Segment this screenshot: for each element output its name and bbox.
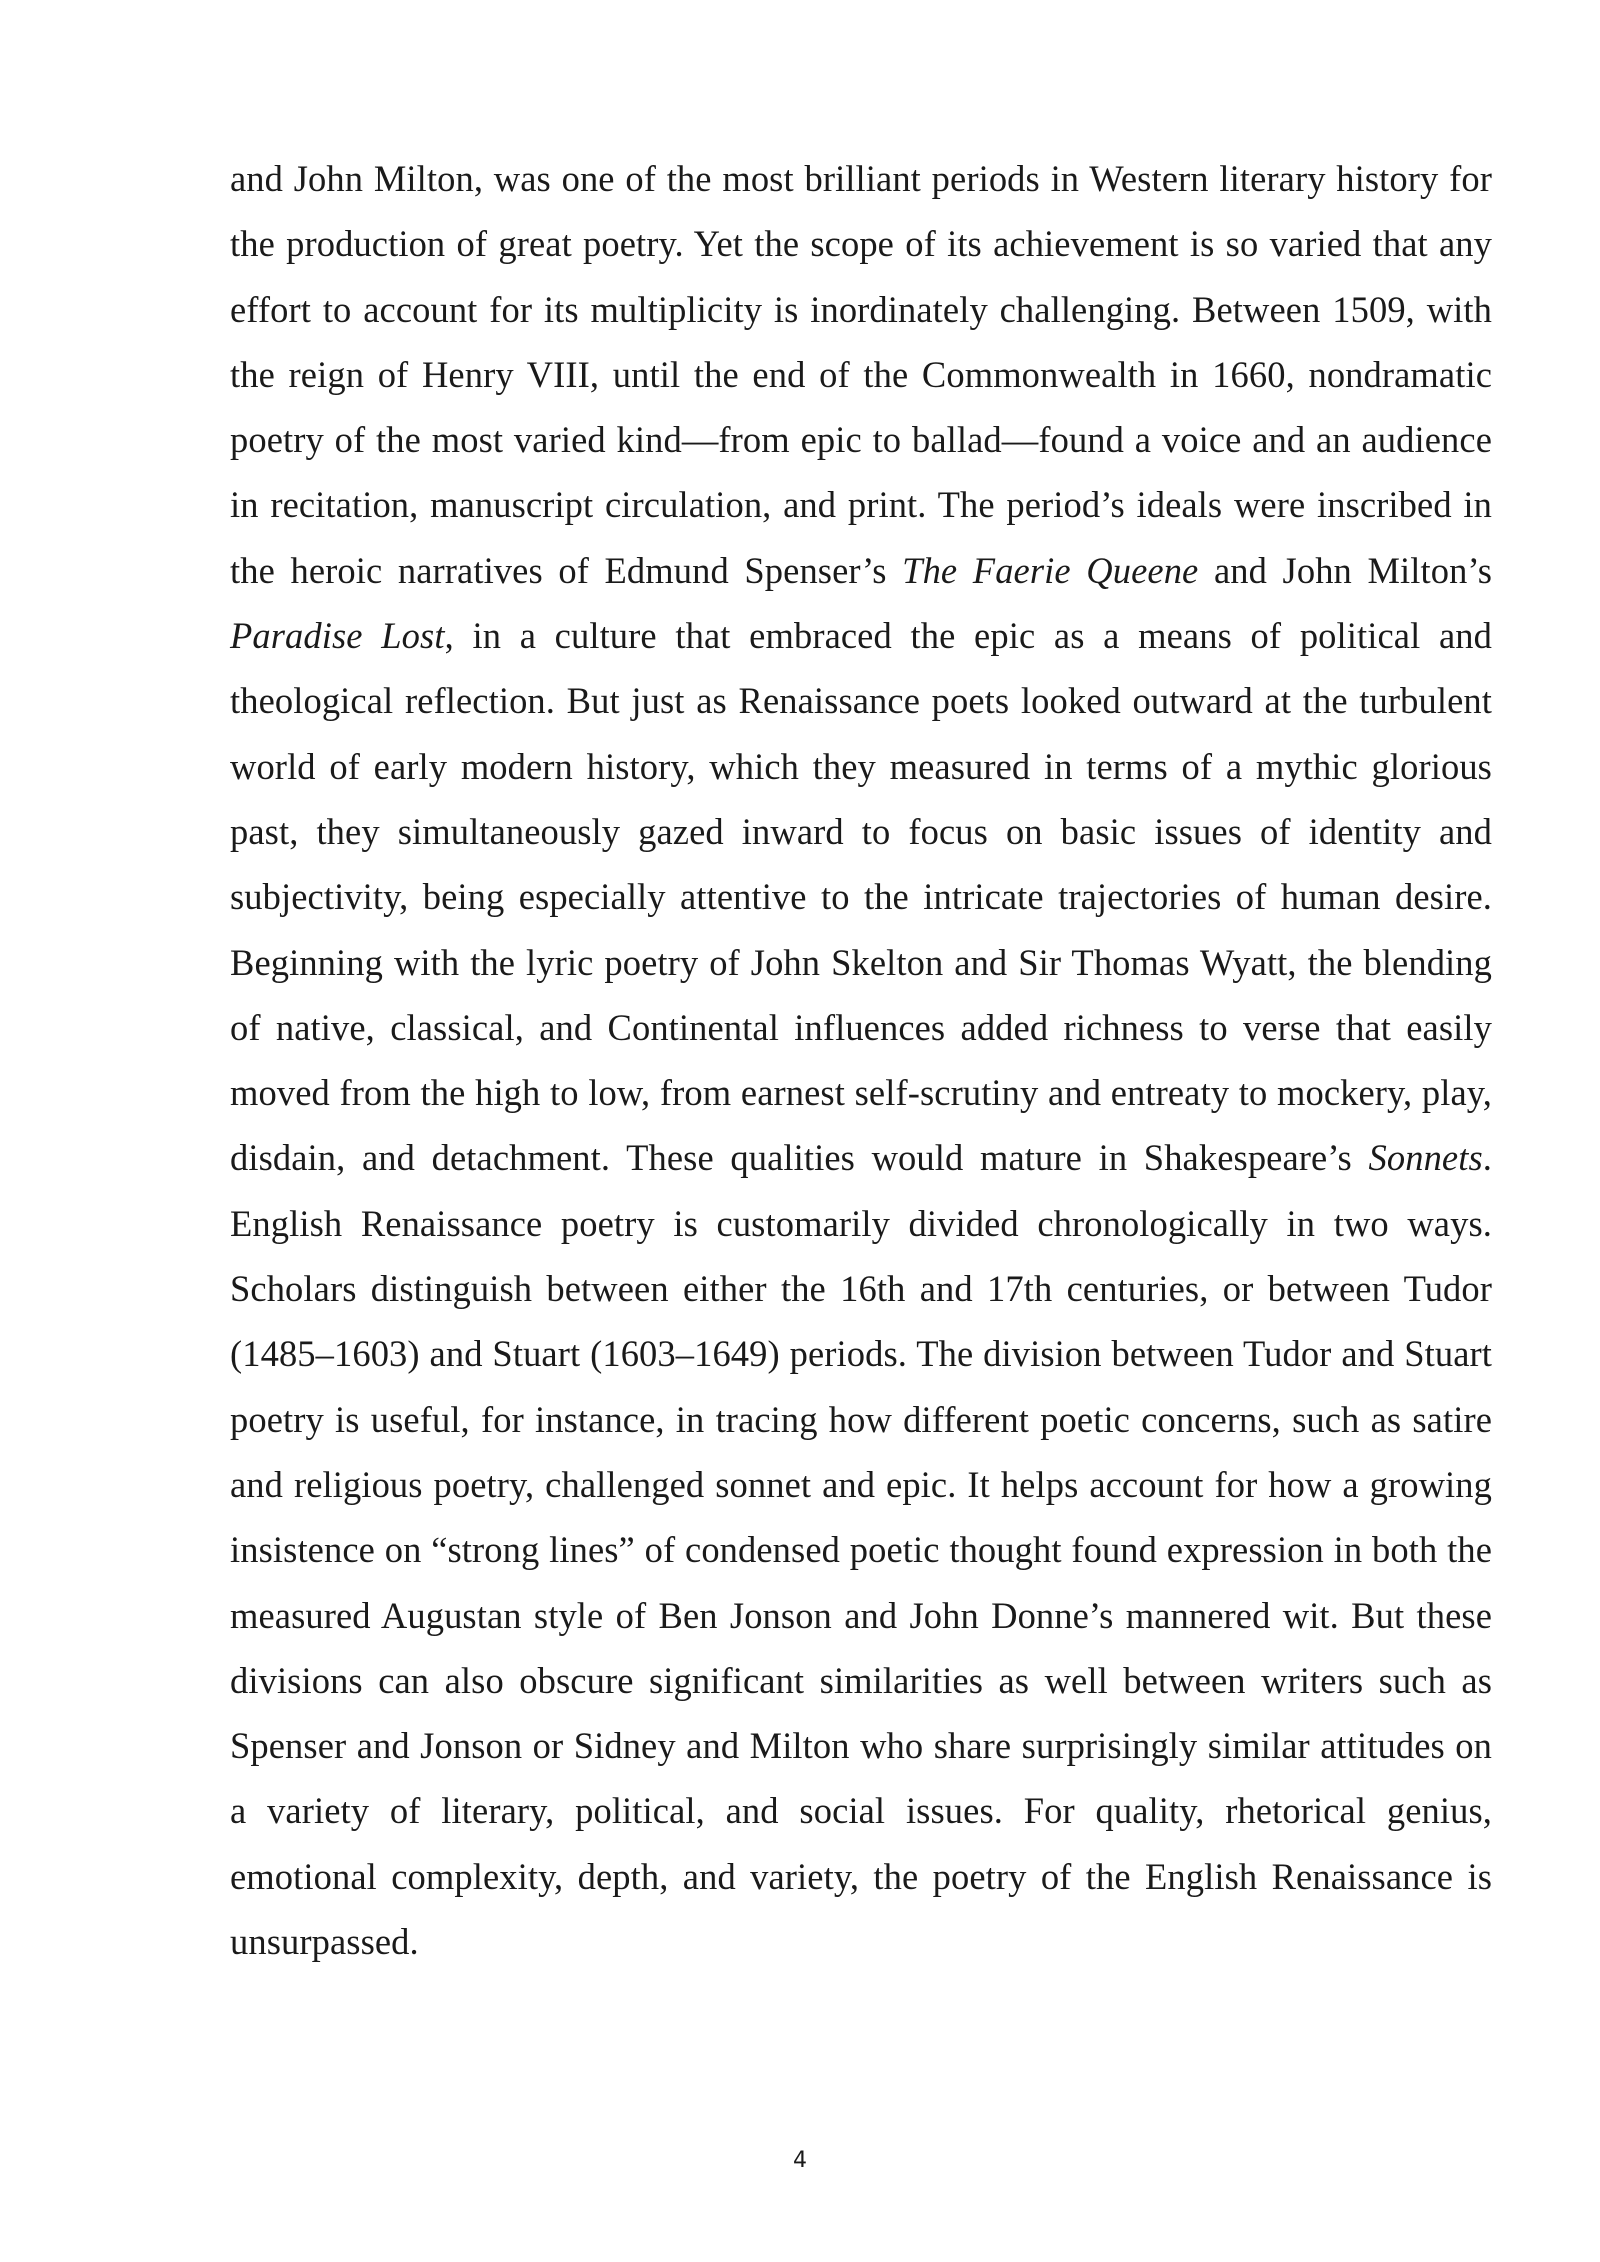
title-the-faerie-queene: The Faerie Queene: [902, 549, 1199, 591]
page-number: 4: [793, 2148, 807, 2173]
text-segment: . English Renaissance poetry is customarily divided chronologically in two ways. Scholars distinguish between either the 16th and 17th centuries, or between Tudor (1485–1603) and Stuart (1603–1649) periods. The division between Tudor and Stuart poetry is useful, for instance, in tracing how different poetic concerns, such as satire and religious poetry, challenged sonnet and epic. It helps account for how a growing insistence on “strong lines” of condensed poetic thought found expression in both the measured Augustan style of Ben Jonson and John Donne’s mannered wit. But these divisions can also obscure significant similarities as well between writers such as Spenser and Jonson or Sidney and Milton who share surprisingly similar attitudes on a variety of literary, political, and social issues. For quality, rhetorical genius, emotional complexity, depth, and variety, the poetry of the English Renaissance is unsurpassed.: [230, 1137, 1492, 1963]
text-segment: , in a culture that embraced the epic as a means of political and theological reflection. But just as Renaissance poets looked outward at the turbulent world of early modern history, which they measured in terms of a mythic glorious past, they simultaneously gazed inward to focus on basic issues of identity and subjectivity, being especially attentive to the intricate trajectories of human desire. Beginning with the lyric poetry of John Skelton and Sir Thomas Wyatt, the blending of native, classical, and Continental influences added richness to verse that easily moved from the high to low, from earnest self-scrutiny and entreaty to mockery, play, disdain, and detachment. These qualities would mature in Shakespeare’s: [230, 615, 1492, 1179]
text-segment: and John Milton, was one of the most brilliant periods in Western literary history for the production of great poetry. Yet the scope of its achievement is so varied that any effort to account for its multiplicity is inordinately challenging. Between 1509, with the reign of Henry VIII, until the end of the Commonwealth in 1660, nondramatic poetry of the most varied kind—from epic to ballad—found a voice and an audience in recitation, manuscript circulation, and print. The period’s ideals were inscribed in the heroic narratives of Edmund Spenser’s: [230, 158, 1492, 591]
body-paragraph: [230, 146, 1492, 1974]
title-sonnets: Sonnets: [1368, 1137, 1483, 1179]
text-segment: and John Milton’s: [1198, 549, 1492, 591]
title-paradise-lost: Paradise Lost: [230, 615, 445, 657]
